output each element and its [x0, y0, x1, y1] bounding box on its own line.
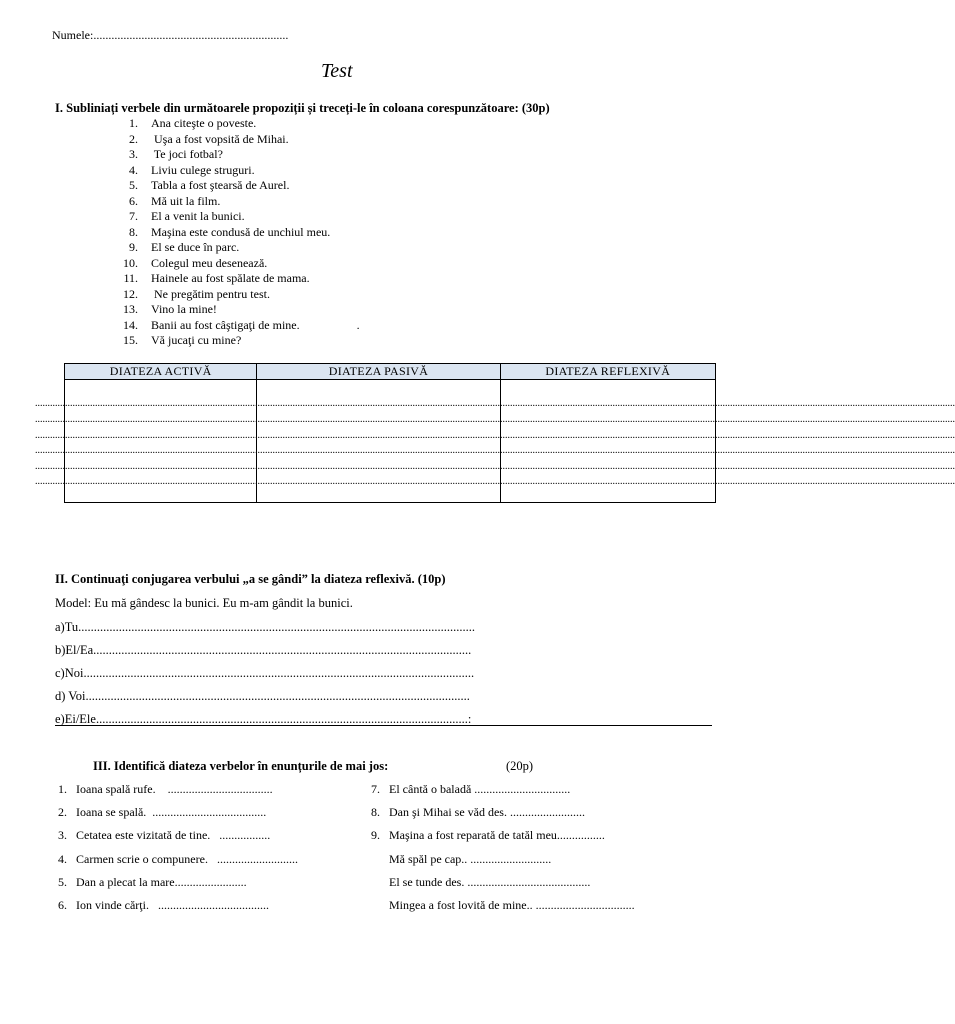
list-item: 13. Vino la mine!: [123, 302, 217, 316]
exercise-item: 5. Dan a plecat la mare........................: [58, 875, 247, 889]
dotted-answer-line: ................................................................................................................................................................................................................................................................................................................................................................................: [35, 461, 955, 472]
page-title: Test: [321, 60, 353, 82]
section-1-heading: I. Subliniați verbele din următoarele propoziții și treceți-le în coloana corespunzătoare: (30p): [55, 101, 550, 115]
column-header-passive: DIATEZA PASIVĂ: [257, 364, 500, 380]
list-item: 6. Mă uit la film.: [129, 193, 221, 208]
dotted-answer-line: ................................................................................................................................................................................................................................................................................................................................................................................: [35, 414, 955, 425]
conjugation-line-noi[interactable]: c)Noi.............................................................................................................................: [55, 666, 475, 680]
list-item: 9. El se duce în parc.: [129, 240, 240, 254]
exercise-item: 4. Carmen scrie o compunere. ...........................: [58, 852, 298, 866]
exercise-item: 6. Ion vinde cărţi. .....................................: [58, 898, 269, 912]
exercise-item: 9. Maşina a fost reparată de tatăl meu................: [371, 828, 605, 842]
list-item: 12. Ne pregătim pentru test.: [123, 286, 270, 301]
exercise-item: El se tunde des. .........................................: [389, 875, 591, 889]
name-field-label: Numele:.................................................................: [52, 28, 289, 42]
list-item: 7. El a venit la bunici.: [129, 209, 245, 223]
list-item: 3. Te joci fotbal?: [129, 147, 223, 161]
list-item: 14. Banii au fost câştigaţi de mine. .: [123, 317, 360, 332]
exercise-item: Mingea a fost lovită de mine.. .................................: [389, 898, 635, 912]
model-example: Model: Eu mă gândesc la bunici. Eu m-am gândit la bunici.: [55, 596, 353, 610]
section-3-heading: III. Identifică diateza verbelor în enunțurile de mai jos:: [93, 759, 389, 773]
section-divider: [55, 725, 712, 726]
list-item: 10. Colegul meu desenează.: [123, 255, 268, 270]
list-item: 2. Uşa a fost vopsită de Mihai.: [129, 131, 289, 146]
list-item: 8. Maşina este condusă de unchiul meu.: [129, 224, 331, 239]
dotted-answer-line: ................................................................................................................................................................................................................................................................................................................................................................................: [35, 398, 955, 409]
exercise-item: 3. Cetatea este vizitată de tine. .................: [58, 828, 271, 842]
list-item: 1. Ana citeşte o poveste.: [129, 116, 257, 130]
list-item: 4. Liviu culege struguri.: [129, 162, 255, 177]
conjugation-line-ei-ele[interactable]: e)Ei/Ele.......................................................................................................................:: [55, 712, 472, 726]
column-header-reflexive: DIATEZA REFLEXIVĂ: [500, 364, 715, 380]
conjugation-line-el-ea[interactable]: b)El/Ea.........................................................................................................................: [55, 643, 472, 657]
exercise-item: 1. Ioana spală rufe. ...................................: [58, 782, 273, 796]
exercise-item: 2. Ioana se spală. ......................................: [58, 805, 267, 819]
exercise-item: Mă spăl pe cap.. ...........................: [389, 852, 552, 866]
section-3-points: (20p): [506, 759, 534, 773]
list-item: 11. Hainele au fost spălate de mama.: [123, 271, 310, 285]
dotted-answer-line: ................................................................................................................................................................................................................................................................................................................................................................................: [35, 430, 955, 441]
dotted-answer-line: ................................................................................................................................................................................................................................................................................................................................................................................: [35, 445, 955, 456]
dotted-answer-line: ................................................................................................................................................................................................................................................................................................................................................................................: [35, 476, 955, 487]
list-item: 15. Vă jucaţi cu mine?: [123, 333, 242, 347]
conjugation-line-tu[interactable]: a)Tu...............................................................................................................................: [55, 620, 476, 634]
conjugation-line-voi[interactable]: d) Voi...........................................................................................................................: [55, 689, 470, 703]
exercise-item: 8. Dan şi Mihai se văd des. .........................: [371, 805, 585, 819]
section-1-list: [112, 116, 360, 349]
list-item: 5. Tabla a fost ştearsă de Aurel.: [129, 178, 290, 192]
column-header-active: DIATEZA ACTIVĂ: [65, 364, 257, 380]
exercise-item: 7. El cântă o baladă ................................: [371, 782, 571, 796]
section-2-heading: II. Continuaţi conjugarea verbului „a se gândi” la diateza reflexivă. (10p): [55, 572, 446, 586]
